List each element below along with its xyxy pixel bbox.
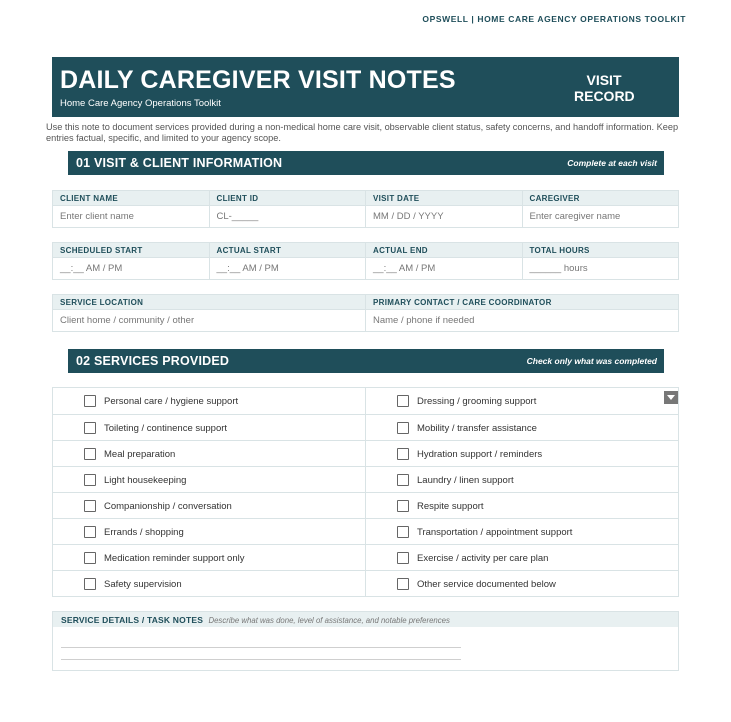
table-row <box>53 414 678 440</box>
service-label: Light housekeeping <box>104 475 187 486</box>
service-checkbox[interactable] <box>84 395 96 407</box>
service-checkbox[interactable] <box>84 552 96 564</box>
service-item <box>53 571 365 596</box>
total-hours-field <box>522 243 679 279</box>
service-checkbox[interactable] <box>84 500 96 512</box>
service-checkbox[interactable] <box>397 552 409 564</box>
service-checkbox[interactable] <box>84 474 96 486</box>
chevron-down-icon[interactable] <box>664 391 678 404</box>
page-subtitle: Home Care Agency Operations Toolkit <box>60 98 221 109</box>
service-label: Other service documented below <box>417 579 556 590</box>
service-item <box>53 388 365 414</box>
service-location-input[interactable]: Client home / community / other <box>53 309 365 331</box>
visit-record-label <box>574 72 634 104</box>
visit-info-row-3 <box>52 294 679 332</box>
field-label: TOTAL HOURS <box>523 243 679 257</box>
service-label: Medication reminder support only <box>104 553 245 564</box>
field-label: ACTUAL END <box>366 243 522 257</box>
actual-end-input[interactable]: __:__ AM / PM <box>366 257 522 279</box>
field-label: SERVICE LOCATION <box>53 295 365 309</box>
client-id-field <box>209 191 366 227</box>
section-note: Check only what was completed <box>526 356 657 366</box>
details-hint: Describe what was done, level of assistance, and notable preferences <box>208 616 450 625</box>
service-item <box>365 388 678 414</box>
section-title: 01 VISIT & CLIENT INFORMATION <box>76 156 283 170</box>
service-checkbox[interactable] <box>397 422 409 434</box>
service-item <box>365 493 678 518</box>
table-row <box>53 518 678 544</box>
intro-text: Use this note to document services provided during a non-medical home care visit, observable client status, safety concerns, and handoff information. Keep entries factual, specific, and limited to your agency scope. <box>46 122 679 143</box>
service-item <box>365 571 678 596</box>
table-row <box>53 544 678 570</box>
section-note: Complete at each visit <box>567 158 657 168</box>
details-title: SERVICE DETAILS / TASK NOTES <box>61 615 204 625</box>
service-checkbox[interactable] <box>397 578 409 590</box>
section-title: 02 SERVICES PROVIDED <box>76 354 230 368</box>
service-details-box <box>52 611 679 671</box>
client-id-input[interactable]: CL-_____ <box>210 205 366 227</box>
service-item <box>365 441 678 466</box>
service-label: Safety supervision <box>104 579 182 590</box>
visit-info-row-1 <box>52 190 679 228</box>
service-label: Errands / shopping <box>104 527 184 538</box>
note-line[interactable] <box>61 659 461 660</box>
service-checkbox[interactable] <box>84 448 96 460</box>
service-item <box>365 545 678 570</box>
client-name-input[interactable]: Enter client name <box>53 205 209 227</box>
record-line-2: RECORD <box>574 88 635 104</box>
field-label: CAREGIVER <box>523 191 679 205</box>
service-checkbox[interactable] <box>397 448 409 460</box>
field-label: PRIMARY CONTACT / CARE COORDINATOR <box>366 295 678 309</box>
service-checkbox[interactable] <box>84 422 96 434</box>
table-row <box>53 466 678 492</box>
note-line[interactable] <box>61 647 461 648</box>
visit-date-field <box>365 191 522 227</box>
service-label: Transportation / appointment support <box>417 527 573 538</box>
service-checkbox[interactable] <box>84 578 96 590</box>
service-label: Mobility / transfer assistance <box>417 423 537 434</box>
visit-info-row-2 <box>52 242 679 280</box>
services-checklist <box>52 387 679 597</box>
section-visit-client-header <box>68 151 664 175</box>
actual-start-field <box>209 243 366 279</box>
service-item <box>53 415 365 440</box>
details-header <box>53 612 678 627</box>
primary-contact-field <box>365 295 678 331</box>
table-row <box>53 492 678 518</box>
service-item <box>365 519 678 544</box>
scheduled-start-input[interactable]: __:__ AM / PM <box>53 257 209 279</box>
service-item <box>365 415 678 440</box>
service-label: Hydration support / reminders <box>417 449 543 460</box>
section-services-header <box>68 349 664 373</box>
service-label: Respite support <box>417 501 484 512</box>
client-name-field <box>53 191 209 227</box>
service-checkbox[interactable] <box>397 526 409 538</box>
table-row <box>53 440 678 466</box>
service-label: Meal preparation <box>104 449 176 460</box>
service-label: Companionship / conversation <box>104 501 232 512</box>
brand-header: OPSWELL | HOME CARE AGENCY OPERATIONS TOOLKIT <box>422 14 686 24</box>
service-item <box>53 493 365 518</box>
service-location-field <box>53 295 365 331</box>
scheduled-start-field <box>53 243 209 279</box>
actual-start-input[interactable]: __:__ AM / PM <box>210 257 366 279</box>
service-item <box>53 519 365 544</box>
caregiver-field <box>522 191 679 227</box>
field-label: CLIENT ID <box>210 191 366 205</box>
table-row <box>53 570 678 596</box>
table-row <box>53 388 678 414</box>
service-checkbox[interactable] <box>397 500 409 512</box>
field-label: ACTUAL START <box>210 243 366 257</box>
visit-date-input[interactable]: MM / DD / YYYY <box>366 205 522 227</box>
field-label: CLIENT NAME <box>53 191 209 205</box>
field-label: VISIT DATE <box>366 191 522 205</box>
service-label: Personal care / hygiene support <box>104 396 239 407</box>
service-label: Laundry / linen support <box>417 475 514 486</box>
page-title: DAILY CAREGIVER VISIT NOTES <box>60 66 456 94</box>
service-checkbox[interactable] <box>397 474 409 486</box>
service-checkbox[interactable] <box>84 526 96 538</box>
title-banner <box>52 57 679 117</box>
service-item <box>53 545 365 570</box>
total-hours-input[interactable]: ______ hours <box>523 257 679 279</box>
service-item <box>365 467 678 492</box>
caregiver-input[interactable]: Enter caregiver name <box>523 205 679 227</box>
field-label: SCHEDULED START <box>53 243 209 257</box>
record-line-1: VISIT <box>586 72 622 88</box>
service-label: Toileting / continence support <box>104 423 228 434</box>
actual-end-field <box>365 243 522 279</box>
service-item <box>53 441 365 466</box>
primary-contact-input[interactable]: Name / phone if needed <box>366 309 678 331</box>
service-checkbox[interactable] <box>397 395 409 407</box>
service-item <box>53 467 365 492</box>
service-label: Dressing / grooming support <box>417 396 537 407</box>
service-label: Exercise / activity per care plan <box>417 553 549 564</box>
